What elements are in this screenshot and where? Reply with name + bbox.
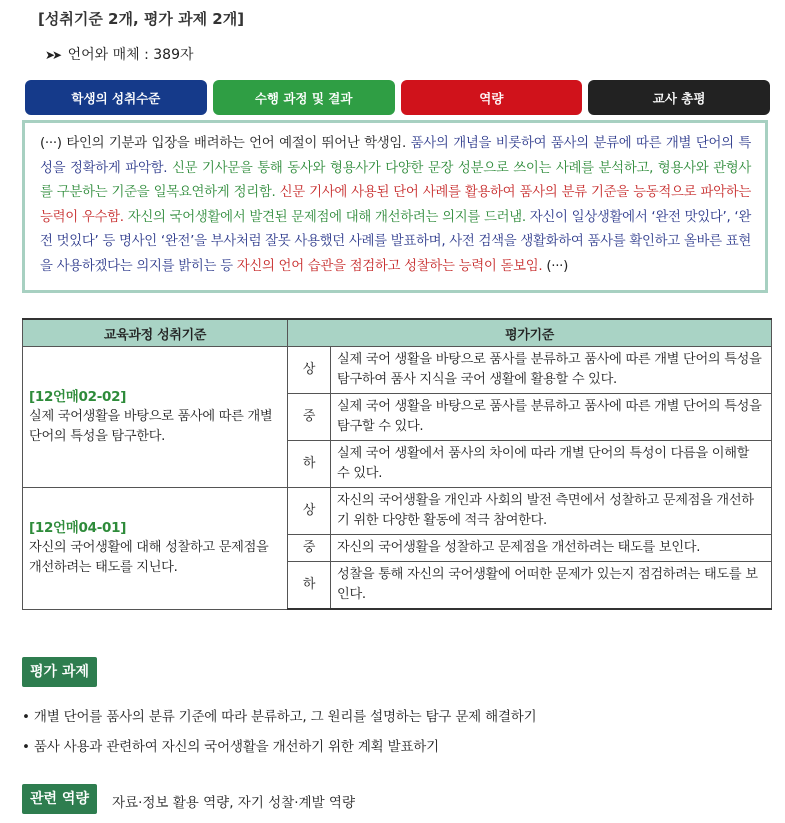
summary-sentence: (···) <box>542 258 569 274</box>
table-row <box>23 488 772 535</box>
criteria-cell: 자신의 국어생활을 성찰하고 문제점을 개선하려는 태도를 보인다. <box>331 535 772 562</box>
level-cell: 중 <box>288 394 331 441</box>
list-item: • 개별 단어를 품사의 분류 기준에 따라 분류하고, 그 원리를 설명하는 탐구 문제 해결하기 <box>22 709 537 725</box>
table-header-row <box>23 319 772 347</box>
summary-sentence: (···) 타인의 기분과 입장을 배려하는 언어 예절이 뛰어난 학생임. <box>40 136 407 151</box>
level-cell: 하 <box>288 441 331 488</box>
criteria-cell: 성찰을 통해 자신의 국어생활에 어떠한 문제가 있는지 점검하려는 태도를 보인다. <box>331 562 772 610</box>
standard-code: [12언매02-02] <box>29 389 127 405</box>
tasks-label: 평가 과제 <box>22 657 97 687</box>
standard-text: 자신의 국어생활에 대해 성찰하고 문제점을 개선하려는 태도를 지닌다. <box>29 540 269 576</box>
standard-text: 실제 국어생활을 바탕으로 품사에 따른 개별 단어의 특성을 탐구한다. <box>29 409 273 444</box>
level-cell: 상 <box>288 488 331 535</box>
column-header-standards: 교육과정 성취기준 <box>23 319 288 347</box>
level-cell: 중 <box>288 535 331 562</box>
summary-sentence: 신문 기사에 사용된 단어 사례를 활용하여 품사의 분류 기준을 능동적으로 파악하는 능력이 우수함. <box>40 185 751 225</box>
subtitle-text: 언어와 매체 : 389자 <box>67 47 194 63</box>
summary-sentence: 품사의 개념을 비롯하여 품사의 분류에 따른 개별 단어의 특성을 정확하게 파악함. <box>40 136 751 176</box>
competency-text: 자료·정보 활용 역량, 자기 성찰·계발 역량 <box>112 795 355 811</box>
table-row <box>23 347 772 394</box>
legend-achievement: 학생의 성취수준 <box>25 80 207 115</box>
criteria-cell: 실제 국어 생활을 바탕으로 품사를 분류하고 품사에 따른 개별 단어의 특성을 탐구하여 품사 지식을 국어 생활에 활용할 수 있다. <box>331 347 772 394</box>
legend-competency: 역량 <box>401 80 583 115</box>
double-arrow-icon: ➤➤ <box>45 48 60 62</box>
level-cell: 하 <box>288 562 331 610</box>
summary-sentence: 자신의 언어 습관을 점검하고 성찰하는 능력이 돋보임. <box>232 258 543 274</box>
list-item: • 품사 사용과 관련하여 자신의 국어생활을 개선하기 위한 계획 발표하기 <box>22 739 439 755</box>
standard-code: [12언매04-01] <box>29 520 127 537</box>
competency-label: 관련 역량 <box>22 784 97 814</box>
standard-cell <box>23 488 288 610</box>
legend-teacher-review: 교사 총평 <box>588 80 770 115</box>
criteria-cell: 자신의 국어생활을 개인과 사회의 발전 측면에서 성찰하고 문제점을 개선하기 위한 다양한 활동에 적극 참여한다. <box>331 488 772 535</box>
summary-sentence: 자신이 일상생활에서 ‘완전 맛있다’, ‘완전 멋있다’ 등 명사인 ‘완전’을 부사처럼 잘못 사용했던 사례를 발표하며, 사전 검색을 생활화하여 품사를 확인하고 올바른 표현을 사용하겠다는 의지를 밝히는 등 <box>40 209 751 274</box>
criteria-cell: 실제 국어 생활을 바탕으로 품사를 분류하고 품사에 따른 개별 단어의 특성을 탐구할 수 있다. <box>331 394 772 441</box>
criteria-table <box>22 318 772 610</box>
legend-process: 수행 과정 및 결과 <box>213 80 395 115</box>
subtitle <box>45 44 194 64</box>
summary-sentence: 신문 기사문을 통해 동사와 형용사가 다양한 문장 성분으로 쓰이는 사례를 분석하고, 형용사와 관형사를 구분하는 기준을 일목요연하게 정리함. <box>40 160 751 201</box>
level-cell: 상 <box>288 347 331 394</box>
standard-cell <box>23 347 288 488</box>
legend-row <box>25 80 770 115</box>
page-title: [성취기준 2개, 평가 과제 2개] <box>38 10 245 28</box>
criteria-cell: 실제 국어 생활에서 품사의 차이에 따라 개별 단어의 특성이 다름을 이해할 수 있다. <box>331 441 772 488</box>
summary-box <box>22 120 768 293</box>
column-header-criteria: 평가기준 <box>288 319 772 347</box>
summary-sentence: 자신의 국어생활에서 발견된 문제점에 대해 개선하려는 의지를 드러냄. <box>123 209 526 225</box>
